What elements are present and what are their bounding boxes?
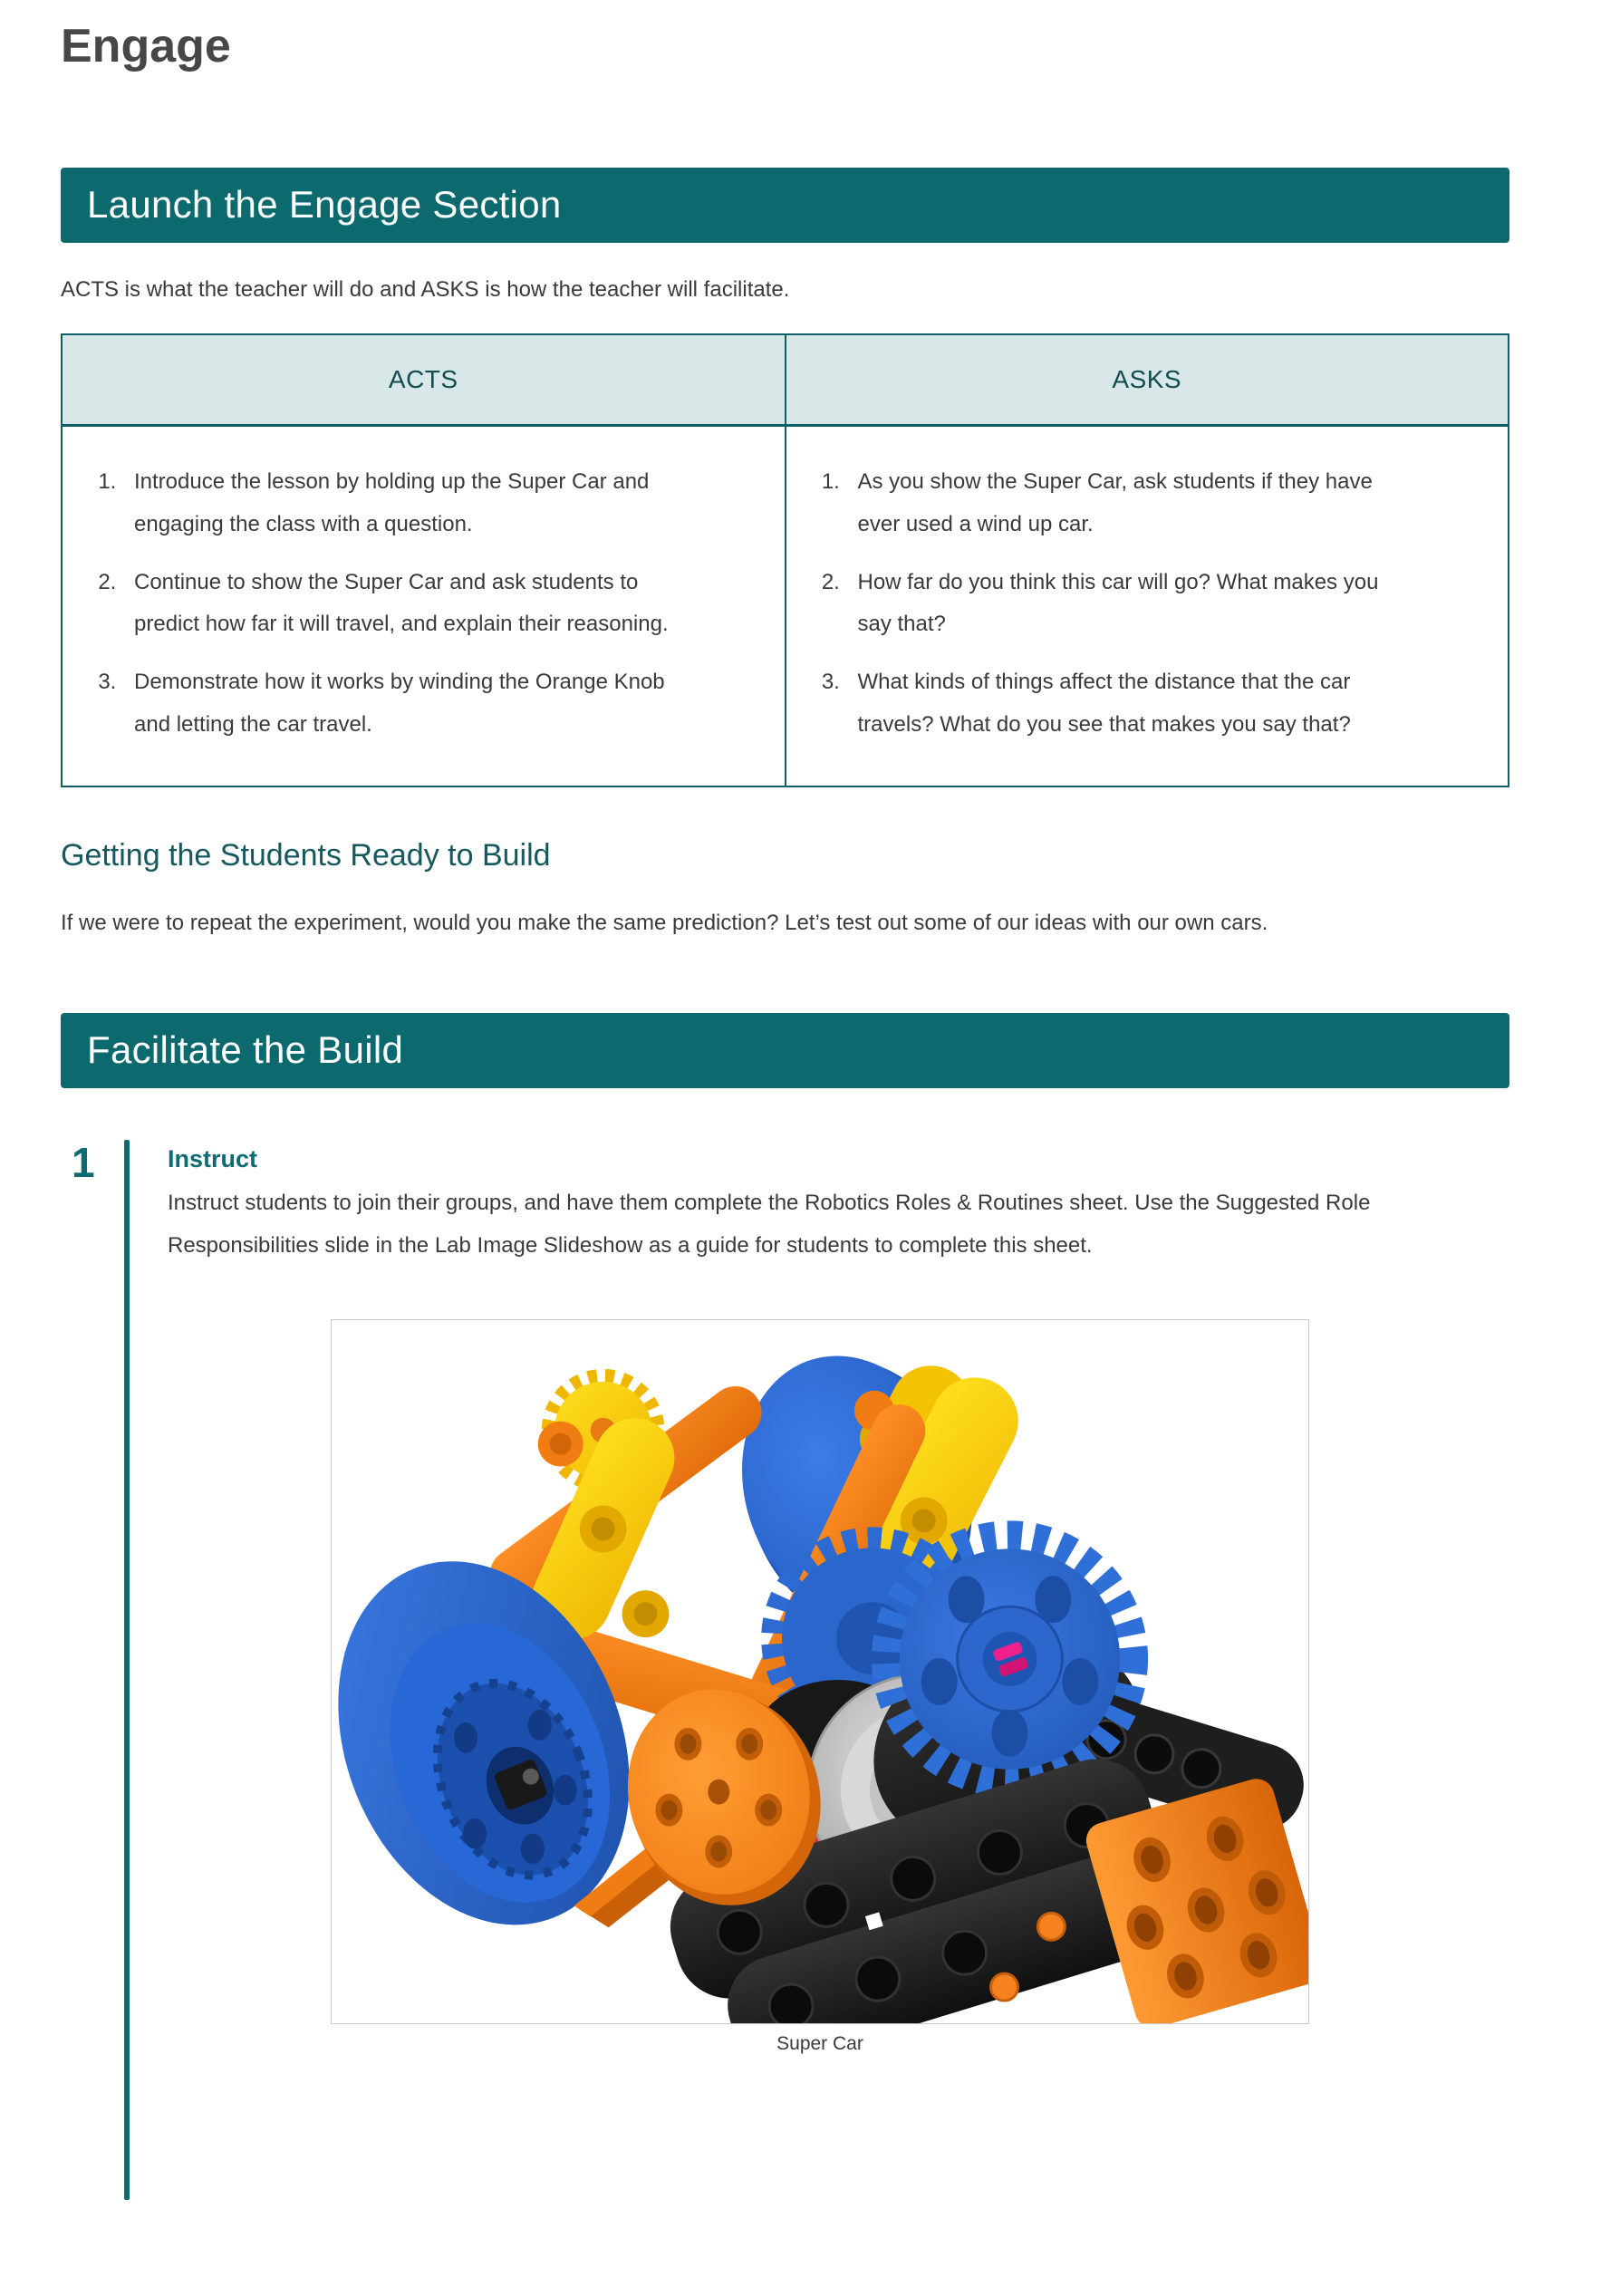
list-item: 3. What kinds of things affect the distance that the car travels? What do you see that makes you say that?: [846, 661, 1415, 747]
list-item: 1. As you show the Super Car, ask students if they have ever used a wind up car.: [846, 461, 1415, 546]
acts-cell: [62, 425, 786, 786]
table-header-row: [62, 334, 1509, 426]
list-item: 3. Demonstrate how it works by winding the Orange Knob and letting the car travel.: [122, 661, 691, 747]
step-text: Instruct students to join their groups, and have them complete the Robotics Roles & Routines sheet. Use the Suggested Role Responsibilities slide in the Lab Image Slideshow as a guide for students to complete this sheet.: [168, 1190, 1371, 1258]
image-caption: Super Car: [776, 2033, 863, 2055]
section-banner-facilitate: [61, 1013, 1509, 1088]
step-1: [61, 1140, 1509, 2200]
ready-text: If we were to repeat the experiment, would you make the same prediction? Let’s test out some of our ideas with our own cars.: [61, 910, 1268, 935]
super-car-figure: [331, 1319, 1309, 2055]
page-content: [0, 20, 1620, 2200]
acts-asks-table: [61, 333, 1509, 787]
acts-list: [81, 461, 767, 747]
column-header-acts: ACTS: [62, 334, 786, 426]
step-divider-line: [124, 1140, 130, 2200]
section-banner-launch: [61, 168, 1509, 243]
super-car-illustration: [332, 1320, 1308, 2023]
list-item: 2. How far do you think this car will go? What makes you say that?: [846, 562, 1415, 647]
step-heading: Instruct: [168, 1144, 258, 1172]
step-number: 1: [72, 1138, 95, 1186]
list-item: 2. Continue to show the Super Car and ask students to predict how far it will travel, and explain their reasoning.: [122, 562, 691, 647]
asks-cell: [786, 425, 1509, 786]
intro-text: ACTS is what the teacher will do and ASKS is how the teacher will facilitate.: [61, 276, 790, 302]
page-title: Engage: [61, 20, 231, 72]
column-header-asks: ASKS: [786, 334, 1509, 426]
ready-heading: Getting the Students Ready to Build: [61, 837, 551, 873]
asks-list: [805, 461, 1490, 747]
super-car-image: [331, 1319, 1309, 2024]
list-item: 1. Introduce the lesson by holding up the Super Car and engaging the class with a question.: [122, 461, 691, 546]
step-content: [168, 1140, 1509, 2200]
banner-label: Launch the Engage Section: [87, 183, 562, 227]
banner-label: Facilitate the Build: [87, 1028, 404, 1072]
table-body-row: [62, 425, 1509, 786]
